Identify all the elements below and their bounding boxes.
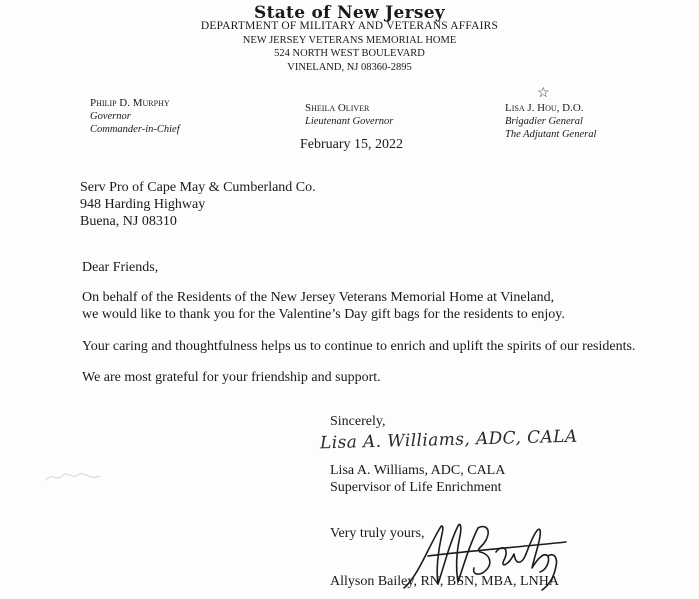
official-title: Governor (90, 111, 131, 122)
official-governor (90, 97, 180, 136)
paragraph-caring: Your caring and thoughtfulness helps us to continue to enrich and uplift the spirits of our residents. (82, 339, 636, 354)
signer-name: Lisa A. Williams, ADC, CALA (330, 463, 506, 478)
official-title: Commander-in-Chief (90, 124, 180, 135)
paragraph-thanks (82, 289, 565, 323)
letterhead-department: DEPARTMENT OF MILITARY AND VETERANS AFFAIRS (200, 20, 499, 32)
signer-lisa-williams (330, 462, 505, 496)
paragraph-line: On behalf of the Residents of the New Jersey Veterans Memorial Home at Vineland, (82, 290, 555, 305)
official-title: Brigadier General (505, 116, 583, 127)
recipient-line: 948 Harding Highway (80, 197, 206, 212)
bleed-through-marks (44, 470, 104, 487)
letterhead-address: 524 NORTH WEST BOULEVARD (274, 48, 425, 59)
recipient-address (80, 179, 316, 230)
paragraph-grateful: We are most grateful for your friendship and support. (82, 370, 381, 385)
letter-date: February 15, 2022 (300, 137, 404, 152)
official-adjutant-general (505, 102, 596, 141)
letterhead-state: State of New Jersey (254, 3, 445, 23)
official-name: Sheila Oliver (305, 102, 370, 114)
letterhead-home: NEW JERSEY VETERANS MEMORIAL HOME (242, 35, 457, 46)
recipient-line: Buena, NJ 08310 (80, 214, 177, 229)
signer-title: Supervisor of Life Enrichment (330, 480, 502, 495)
recipient-line: Serv Pro of Cape May & Cumberland Co. (80, 180, 316, 195)
paragraph-line: we would like to thank you for the Valentine’s Day gift bags for the residents to enjoy. (82, 307, 565, 322)
salutation: Dear Friends, (82, 260, 159, 275)
signer-allyson-bailey: Allyson Bailey, RN, BSN, MBA, LNHA (330, 574, 559, 589)
closing-very-truly-yours: Very truly yours, (330, 526, 425, 541)
closing-sincerely: Sincerely, (330, 414, 386, 429)
official-name: Lisa J. Hou, D.O. (505, 102, 584, 114)
letterhead-city: VINELAND, NJ 08360-2895 (287, 62, 412, 73)
official-title: Lieutenant Governor (305, 116, 394, 127)
official-title: The Adjutant General (505, 129, 597, 140)
signature-lisa-williams: Lisa A. Williams, ADC, CALA (319, 426, 578, 454)
star-outline-icon: ☆ (537, 86, 550, 101)
official-lieutenant-governor (305, 102, 393, 128)
official-name: Philip D. Murphy (90, 97, 170, 109)
